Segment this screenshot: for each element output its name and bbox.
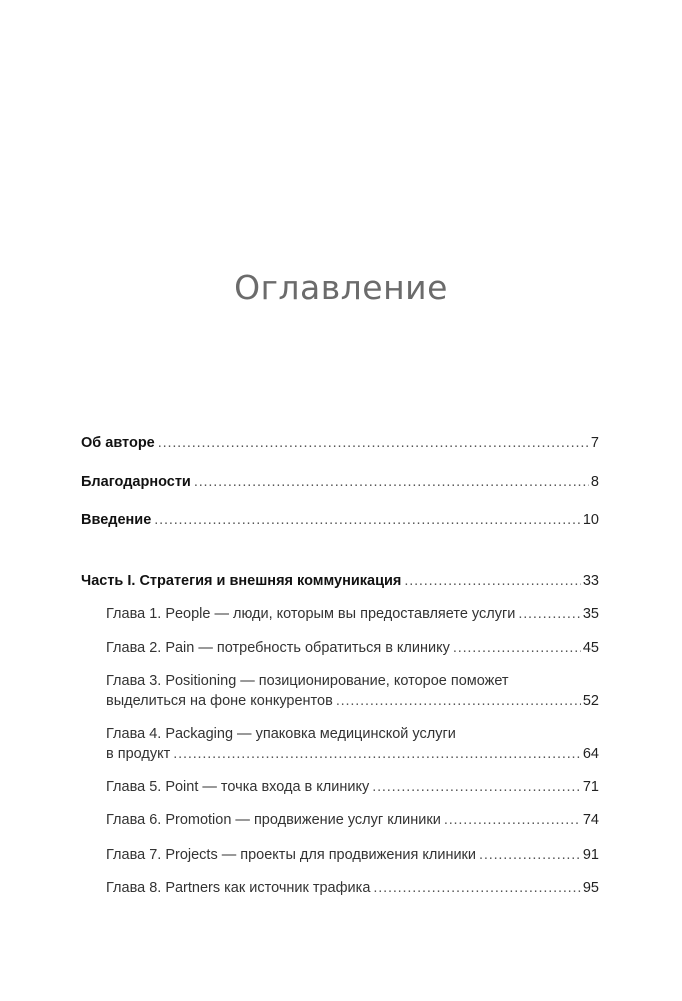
- toc-page-number: 35: [582, 606, 599, 622]
- toc-page-number: 64: [582, 746, 599, 762]
- toc-page-number: 33: [582, 573, 599, 589]
- dot-leader: [336, 691, 581, 711]
- toc-entry-title-continued: в продукт: [106, 746, 171, 762]
- toc-page-number: 8: [590, 474, 599, 490]
- toc-entry-title: Глава 7. Projects — проекты для продвижения клиники: [106, 847, 476, 863]
- toc-entry-part-1[interactable]: [81, 571, 599, 591]
- toc-entry-about-author[interactable]: [81, 433, 599, 453]
- dot-leader: [453, 638, 581, 658]
- toc-entry-chapter-3[interactable]: [106, 671, 599, 711]
- toc-entry-title: Об авторе: [81, 435, 155, 451]
- toc-entry-title: Благодарности: [81, 474, 191, 490]
- toc-entry-title: Глава 6. Promotion — продвижение услуг клиники: [106, 812, 441, 828]
- toc-entry-title: Часть I. Стратегия и внешняя коммуникация: [81, 573, 402, 589]
- toc-page-number: 74: [582, 812, 599, 828]
- toc-entry-chapter-6[interactable]: [106, 810, 599, 830]
- toc-entry-chapter-8[interactable]: [106, 878, 599, 898]
- toc-entry-title: Глава 1. People — люди, которым вы предоставляете услуги: [106, 606, 516, 622]
- dot-leader: [444, 810, 581, 830]
- dot-leader: [154, 510, 581, 530]
- toc-entry-chapter-2[interactable]: [106, 638, 599, 658]
- toc-entry-title: Глава 4. Packaging — упаковка медицинской услуги: [106, 726, 456, 742]
- dot-leader: [158, 433, 589, 453]
- toc-entry-title-continued: выделиться на фоне конкурентов: [106, 693, 333, 709]
- toc-page-number: 52: [582, 693, 599, 709]
- toc-entry-acknowledgements[interactable]: [81, 472, 599, 492]
- dot-leader: [194, 472, 589, 492]
- toc-entry-title: Глава 8. Partners как источник трафика: [106, 880, 371, 896]
- toc-entry-title: Введение: [81, 512, 152, 528]
- dot-leader: [479, 845, 581, 865]
- dot-leader: [518, 604, 581, 624]
- toc-entry-title: Глава 3. Positioning — позиционирование, которое поможет: [106, 673, 509, 689]
- toc-page-number: 71: [582, 779, 599, 795]
- page-title: Оглавление: [234, 268, 448, 307]
- dot-leader: [372, 777, 581, 797]
- toc-entry-chapter-5[interactable]: [106, 777, 599, 797]
- dot-leader: [404, 571, 581, 591]
- toc-page-number: 7: [590, 435, 599, 451]
- toc-entry-chapter-4[interactable]: [106, 724, 599, 764]
- toc-entry-title: Глава 5. Point — точка входа в клинику: [106, 779, 370, 795]
- dot-leader: [173, 744, 581, 764]
- toc-page-number: 91: [582, 847, 599, 863]
- toc-entry-chapter-7[interactable]: [106, 845, 599, 865]
- dot-leader: [373, 878, 580, 898]
- toc-page-number: 10: [582, 512, 599, 528]
- toc-page-number: 95: [582, 880, 599, 896]
- toc-page-number: 45: [582, 640, 599, 656]
- toc-entry-introduction[interactable]: [81, 510, 599, 530]
- toc-entry-chapter-1[interactable]: [106, 604, 599, 624]
- toc-entry-title: Глава 2. Pain — потребность обратиться в клинику: [106, 640, 450, 656]
